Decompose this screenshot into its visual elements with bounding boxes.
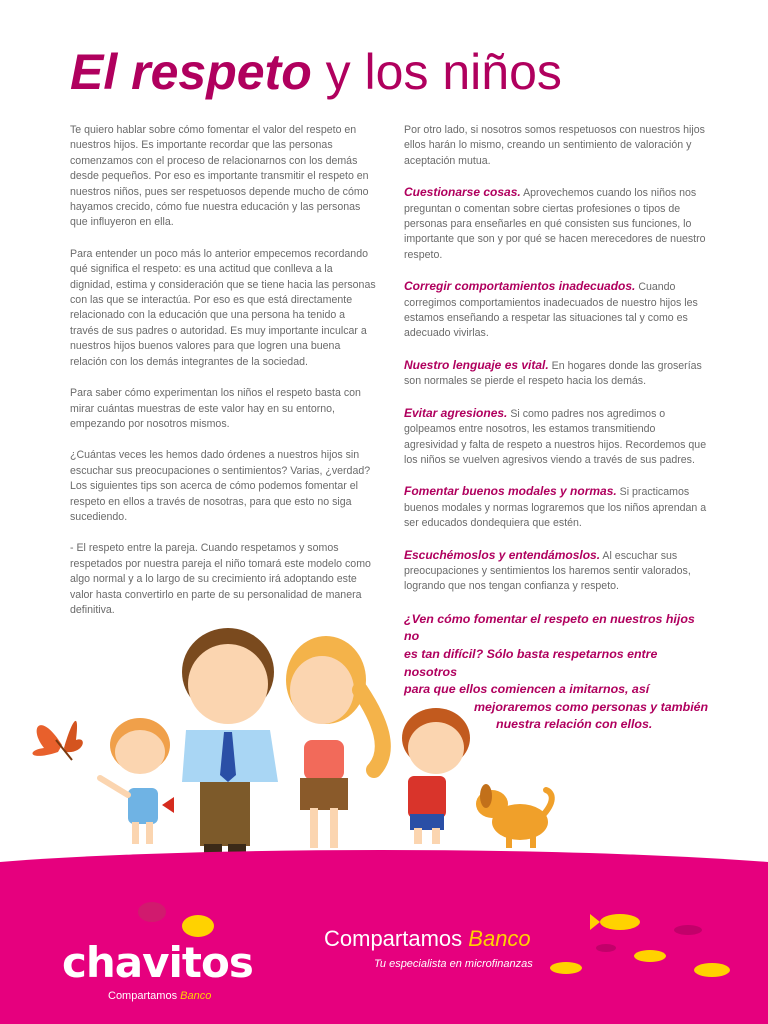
tip-paragraph <box>404 279 710 342</box>
tip-paragraph <box>404 484 710 531</box>
tip-paragraph <box>404 406 710 469</box>
left-paragraph: Para entender un poco más lo anterior empecemos recordando qué significa el respeto: es una actitud que conlleva a la dignidad, estima y consideración que se tiene hacia las personas con las que se interactúa. Por eso es que está directamente relacionado con la educación que una persona ha tenido a través de sus padres o autoridad. Es muy importante inculcar a nuestros hijos buenos valores para que logren una buena relación con los demás integrantes de la sociedad. <box>70 247 376 368</box>
dog-icon <box>476 784 552 848</box>
tip-heading: Fomentar buenos modales y normas. <box>404 484 617 499</box>
title-emphasis: El respeto <box>70 44 312 100</box>
title-rest: y los niños <box>311 44 562 100</box>
left-paragraph: - El respeto entre la pareja. Cuando respetamos y somos respetados por nuestra pareja el niño tomará este modelo como algo normal y a lo largo de su crecimiento irá adoptando este valor hasta convertirlo en parte de su personalidad de manera definitiva. <box>70 542 371 616</box>
right-intro: Por otro lado, si nosotros somos respetuosos con nuestros hijos ellos harán lo mismo, creando un sentimiento de valoración y aceptación mutua. <box>404 124 705 167</box>
tip-text: Aprovechemos cuando los niños nos preguntan o comentan sobre ciertas profesiones o tipos de personas para enseñarles en qué consisten sus funciones, lo importante que son y por qué se hacen merecedores de nuestro respeto. <box>404 187 706 261</box>
tip-text: Cuando corregimos comportamientos inadecuados de nuestro hijos les estamos enseñando a respetar las situaciones tal y como es adecuado vivirlas. <box>404 281 698 340</box>
tip-paragraph <box>404 358 710 390</box>
family-illustration <box>0 600 768 870</box>
closing-line: ¿Ven cómo fomentar el respeto en nuestros hijos no <box>404 611 695 644</box>
chavitos-sub: Compartamos Banco <box>108 990 212 1002</box>
left-paragraph: Para saber cómo experimentan los niños el respeto basta con mirar cuántas muestras de este valor hay en su entorno, empezando por nosotros mismos. <box>70 387 361 430</box>
tip-text: Si como padres nos agredimos o golpeamos entre nosotros, les estamos transmitiendo agresividad y falta de respeto a nuestros hijos. Recordemos que los niños se vuelven agresivos viendo a través de sus padres. <box>404 407 707 466</box>
closing-line: nuestra relación con ellos. <box>496 717 653 732</box>
tip-text: Al escuchar sus preocupaciones y sentimientos los haremos sentir valorados, logrando que nos tengan confianza y respeto. <box>404 549 691 593</box>
bank-logo: Compartamos Banco <box>324 926 531 951</box>
closing-line: es tan difícil? Sólo basta respetarnos entre nosotros <box>404 646 658 679</box>
mother-figure <box>286 636 383 848</box>
tip-heading: Cuestionarse cosas. <box>404 185 521 200</box>
tip-paragraph <box>404 185 710 263</box>
closing-line: mejoraremos como personas y también <box>474 699 709 714</box>
tip-heading: Evitar agresiones. <box>404 405 508 420</box>
tip-heading: Nuestro lenguaje es vital. <box>404 357 549 372</box>
chavitos-logo: chavitos <box>62 938 253 987</box>
tip-text: En hogares donde las groserías son normales se pierde el respeto hacia los demás. <box>404 359 702 388</box>
butterfly-icon <box>32 721 82 760</box>
boy-figure <box>402 708 470 844</box>
tip-text: Si practicamos buenos modales y normas lograremos que los niños aprendan a ser educados dondequiera que estén. <box>404 486 707 530</box>
closing-line: para que ellos comiencen a imitarnos, así <box>404 682 650 697</box>
father-figure <box>182 628 278 854</box>
tip-heading: Escuchémoslos y entendámoslos. <box>404 547 601 562</box>
left-paragraph: Te quiero hablar sobre cómo fomentar el valor del respeto en nuestros hijos. Es importante recordar que las personas comenzamos con el proceso de relacionarnos con los demás desde pequeños. Por eso es importante transmitir el respeto en nuestros niños, pues ser respetuosos depende mucho de cómo hayamos crecido, cómo fue nuestra educación y las personas que influyeron en ella. <box>70 124 369 229</box>
left-paragraph: ¿Cuántas veces les hemos dado órdenes a nuestros hijos sin escuchar sus preocupaciones o sentimientos? Varias, ¿verdad? Los siguientes tips son acerca de cómo podemos fomentar el respeto en ellos a través de nosotras, para que esto no siga sucediendo. <box>70 449 371 523</box>
bank-tagline: Tu especialista en microfinanzas <box>374 958 533 970</box>
tip-heading: Corregir comportamientos inadecuados. <box>404 279 636 294</box>
tip-paragraph <box>404 548 710 595</box>
girl-figure <box>100 718 174 844</box>
left-column <box>70 123 376 634</box>
page-title <box>70 40 562 104</box>
